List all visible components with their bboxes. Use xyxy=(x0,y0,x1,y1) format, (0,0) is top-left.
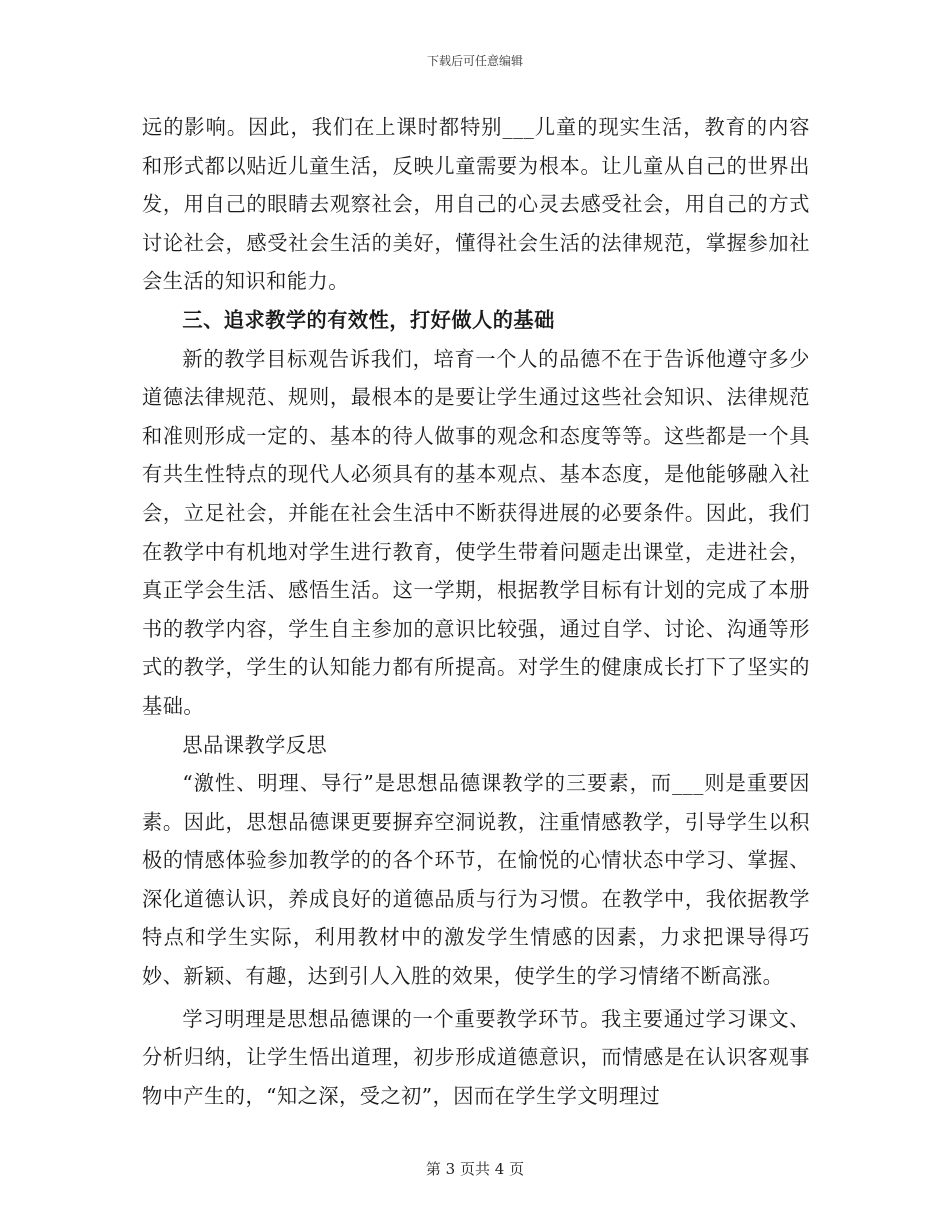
paragraph-learning-reason: 学习明理是思想品德课的一个重要教学环节。我主要通过学习课文、分析归纳，让学生悟出道理，初步形成道德意识，而情感是在认识客观事物中产生的，“知之深，受之初”，因而在学生学文明理过 xyxy=(142,1006,810,1108)
page-header: 下载后可任意编辑 xyxy=(426,54,523,68)
paragraph-teaching-goals: 新的教学目标观告诉我们，培育一个人的品德不在于告诉他遵守多少道德法律规范、规则，最根本的是要让学生通过这些社会知识、法律规范和准则形成一定的、基本的待人做事的观念和态度等等。这些都是一个具有共生性特点的现代人必须具有的基本观点、基本态度，是他能够融入社会，立足社会，并能在社会生活中不断获得进展的必要条件。因此，我们在教学中有机地对学生进行教育，使学生带着问题走出课堂，走进社会，真正学会生活、感悟生活。这一学期，根据教学目标有计划的完成了本册书的教学内容，学生自主参加的意识比较强，通过自学、讨论、沟通等形式的教学，学生的认知能力都有所提高。对学生的健康成长打下了坚实的基础。 xyxy=(142,346,810,718)
document-body xyxy=(142,108,810,1115)
section-heading: 三、追求教学的有效性，打好做人的基础 xyxy=(182,307,555,332)
paragraph-three-elements: “激性、明理、导行”是思想品德课教学的三要素，而___则是重要因素。因此，思想品德课更要摒弃空洞说教，注重情感教学，引导学生以积极的情感体验参加教学的的各个环节，在愉悦的心情状态中学习、掌握、深化道德认识，养成良好的道德品质与行为习惯。在教学中，我依据教学特点和学生实际，利用教材中的激发学生情感的因素，力求把课导得巧妙、新颖、有趣，达到引人入胜的效果，使学生的学习情绪不断高涨。 xyxy=(142,771,810,989)
page-footer: 第 3 页共 4 页 xyxy=(425,1160,525,1178)
subsection-title: 思品课教学反思 xyxy=(182,732,328,757)
paragraph-continuation: 远的影响。因此，我们在上课时都特别___儿童的现实生活，教育的内容和形式都以贴近儿童生活，反映儿童需要为根本。让儿童从自己的世界出发，用自己的眼睛去观察社会，用自己的心灵去感受社会，用自己的方式讨论社会，感受社会生活的美好，懂得社会生活的法律规范，掌握参加社会生活的知识和能力。 xyxy=(142,115,810,294)
